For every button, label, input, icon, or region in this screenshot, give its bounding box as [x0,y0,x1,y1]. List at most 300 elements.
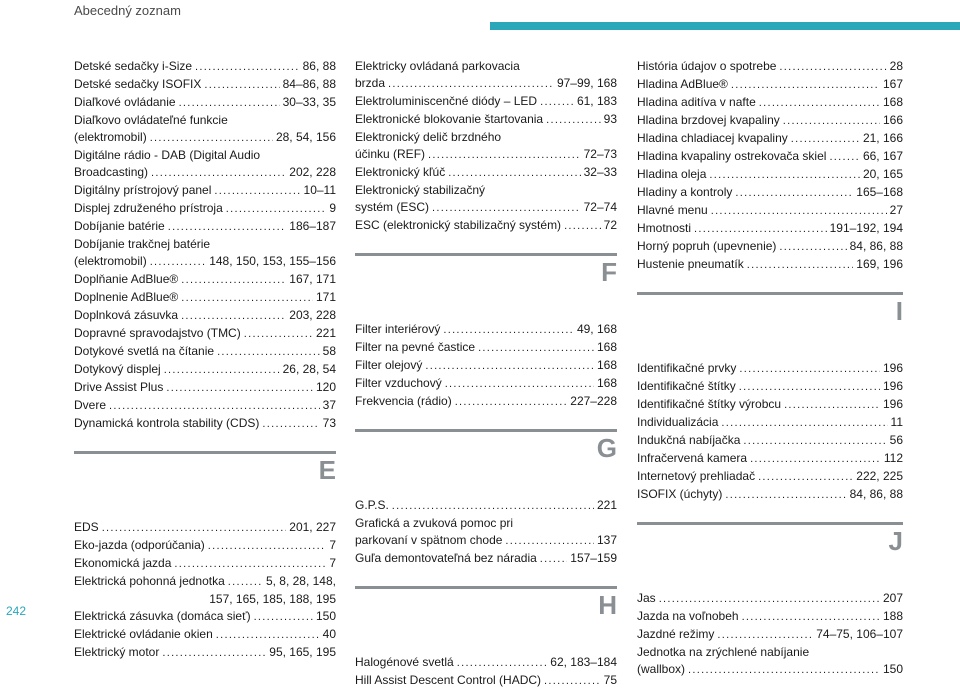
index-entry-line [355,93,617,111]
index-entry-term: Broadcasting) [74,165,149,179]
index-entry-pages: 188 [882,609,903,623]
index-entry-line [637,76,903,94]
index-entry [74,76,336,94]
index-entry-line [637,486,903,504]
dot-leader [758,469,853,486]
index-entry-term: Elektrické ovládanie okien [74,627,213,641]
index-entry [355,393,617,411]
dot-leader [779,59,886,76]
index-entry-line [74,555,336,573]
dot-leader [505,533,594,550]
index-entry [355,58,617,93]
index-entry-line [74,397,336,415]
index-entry-pages: 72–74 [583,200,617,214]
index-entry-pages: 72–73 [583,147,617,161]
index-entry-pages: 227–228 [570,394,617,408]
index-entry-pages: 95, 165, 195 [269,645,336,659]
index-entry-pages: 166 [882,113,903,127]
index-entry-pages: 7 [329,538,336,552]
index-entry-term: brzda [355,76,386,90]
dot-leader [228,574,263,591]
index-entry-line [637,468,903,486]
dot-leader [546,112,601,129]
section-rule [74,451,336,454]
index-entry [74,626,336,644]
section-letter: J [888,526,903,556]
index-entry-pages: 61, 183 [576,94,617,108]
dot-leader [688,662,880,679]
index-entry-pages: 20, 165 [862,167,903,181]
section-letter: E [318,455,336,485]
dot-leader [432,200,581,217]
index-entry-line [637,396,903,414]
index-entry-term: Eko-jazda (odporúčania) [74,538,205,552]
index-entry-term: (elektromobil) [74,254,147,268]
index-entry [74,397,336,415]
index-entry [355,182,617,217]
index-entry-line [74,361,336,379]
index-entry [74,236,336,271]
index-entry-term: Elektrická zásuvka (domáca sieť) [74,609,251,623]
index-entry-pages: 37 [322,398,336,412]
index-entry-line [637,626,903,644]
index-entry-pages: 157–159 [570,551,617,565]
index-entry-line [74,626,336,644]
index-entry [74,555,336,573]
index-entry [637,626,903,644]
index-entry-line [355,164,617,182]
index-entry-term: Hustenie pneumatík [637,257,744,271]
dot-leader [735,185,853,202]
index-entry-pages: 27 [889,203,903,217]
index-entry-term: Digitálny prístrojový panel [74,183,212,197]
header-accent-bar [490,22,960,30]
index-entry [355,129,617,164]
index-entry-line [74,289,336,307]
index-column-3 [637,58,903,679]
section-header [355,253,617,313]
index-entry-pages: 28 [889,59,903,73]
dot-leader [747,257,854,274]
index-entry-pages: 62, 183–184 [550,655,617,669]
index-entry-pages: 97–99, 168 [556,76,617,90]
index-entry-pages: 93 [603,112,617,126]
index-entry [637,432,903,450]
index-entry [355,357,617,375]
index-entry-term: Hladina kvapaliny ostrekovača skiel [637,149,827,163]
index-entry-line [74,58,336,76]
dot-leader [743,433,886,450]
index-entry-term: Grafická a zvuková pomoc pri [355,516,514,530]
dot-leader [181,290,313,307]
index-entry-pages: 221 [315,326,336,340]
index-entry-line [637,130,903,148]
index-entry-term: Ekonomická jazda [74,556,172,570]
dot-leader [742,609,880,626]
index-entry-line [355,111,617,129]
index-entry-pages: 28, 54, 156 [275,130,336,144]
dot-leader [425,358,594,375]
section-rule [355,586,617,589]
index-entry-line [355,393,617,411]
index-entry-term: Halogénové svetlá [355,655,454,669]
index-entry-pages: 84, 86, 88 [849,487,903,501]
index-entry [74,200,336,218]
index-entry [74,271,336,289]
index-entry [74,608,336,626]
dot-leader [544,673,601,690]
index-entry-pages: 49, 168 [576,322,617,336]
index-entry-term: Dopravné spravodajstvo (TMC) [74,326,241,340]
dot-leader [388,76,554,93]
index-entry [74,379,336,397]
index-entry-term: Individualizácia [637,415,719,429]
index-entry-term: G.P.S. [355,498,389,512]
dot-leader [659,591,880,608]
index-entry-line [637,220,903,238]
dot-leader [540,551,567,568]
section-rule [355,253,617,256]
dot-leader [150,254,207,271]
index-entry-term: Hladiny a kontroly [637,185,733,199]
index-entry-line [74,307,336,325]
dot-leader [709,167,860,184]
index-entry-term: Doplnenie AdBlue® [74,290,179,304]
index-entry-term: Infračervená kamera [637,451,748,465]
dot-leader [254,609,313,626]
index-entry-term: Diaľkové ovládanie [74,95,176,109]
index-entry [74,307,336,325]
dot-leader [174,556,326,573]
index-entry-line [355,672,617,690]
header-title: Abecedný zoznam [74,3,181,18]
index-entry-pages: 196 [882,397,903,411]
index-entry-line [74,182,336,200]
index-entry-line [637,414,903,432]
index-entry-pages: 168 [596,358,617,372]
index-entry-term: Hill Assist Descent Control (HADC) [355,673,542,687]
index-entry-line [355,321,617,339]
index-column-2 [355,58,617,690]
index-entry-line [355,217,617,235]
index-entry-term: Frekvencia (rádio) [355,394,452,408]
index-entry-term: Jas [637,591,656,605]
dot-leader [750,451,881,468]
index-entry [355,375,617,393]
index-entry-term: (wallbox) [637,662,686,676]
index-entry-term: Guľa demontovateľná bez náradia [355,551,537,565]
index-entry-line [355,654,617,672]
index-entry-term: Dynamická kontrola stability (CDS) [74,416,260,430]
index-entry [74,519,336,537]
dot-leader [443,322,574,339]
dot-leader [181,272,286,289]
index-entry-line [74,164,336,182]
index-entry-term: Filter na pevné častice [355,340,476,354]
dot-leader [262,416,319,433]
index-entry-term: Digitálne rádio - DAB (Digital Audio [74,148,261,162]
index-entry-term: Displej združeného prístroja [74,201,223,215]
index-entry-line [355,75,617,93]
index-entry-line [637,94,903,112]
index-entry-line [637,590,903,608]
index-entry-line [637,148,903,166]
dot-leader [791,131,860,148]
dot-leader [739,361,880,378]
index-entry-pages: 196 [882,379,903,393]
index-entry-pages: 203, 228 [289,308,336,322]
index-entry-term: Jazdné režimy [637,627,715,641]
index-entry [355,111,617,129]
index-column-1 [74,58,336,662]
index-entry-pages: 148, 150, 153, 155–156 [209,254,336,268]
dot-leader [759,95,880,112]
index-entry-term: EDS [74,520,99,534]
index-entry-term: Hladina aditíva v nafte [637,95,756,109]
index-entry-pages: 168 [596,340,617,354]
index-entry [355,672,617,690]
dot-leader [195,59,300,76]
dot-leader [181,308,286,325]
index-entry-term: Drive Assist Plus [74,380,164,394]
index-entry-term: Identifikačné štítky [637,379,736,393]
dot-leader [784,397,880,414]
index-entry-term: Indukčná nabíjačka [637,433,741,447]
index-entry [74,182,336,200]
index-entry-line [637,378,903,396]
index-entry [355,515,617,550]
dot-leader [244,326,313,343]
index-entry [355,321,617,339]
index-entry-line [637,450,903,468]
dot-leader [457,655,548,672]
dot-leader [217,344,320,361]
index-entry [355,550,617,568]
index-entry [74,58,336,76]
dot-leader [214,183,300,200]
index-entry-pages: 73 [322,416,336,430]
index-entry-pages: 167, 171 [289,272,336,286]
index-entry-line [637,608,903,626]
section-letter: I [895,296,903,326]
index-entry-line [74,644,336,662]
index-entry-pages: 137 [596,533,617,547]
dot-leader [109,398,320,415]
index-entry-line [74,94,336,112]
index-entry-line [355,375,617,393]
index-entry-term: Elektrický motor [74,645,160,659]
index-entry-pages: 168 [882,95,903,109]
index-entry [74,361,336,379]
index-entry-term: Doplňanie AdBlue® [74,272,179,286]
index-entry-line [74,76,336,94]
index-entry [637,468,903,486]
index-entry-line [74,325,336,343]
index-entry-term: parkovaní v spätnom chode [355,533,503,547]
index-entry-line [74,415,336,433]
index-entry-term: Filter vzduchový [355,376,442,390]
index-entry [74,537,336,555]
index-entry-pages: 168 [596,376,617,390]
index-entry-pages: 169, 196 [856,257,903,271]
dot-leader [725,487,846,504]
index-entry-pages: 11 [890,415,903,429]
index-entry [637,202,903,220]
index-entry-pages: 40 [322,627,336,641]
index-entry [355,93,617,111]
index-entry-pages: 21, 166 [862,131,903,145]
index-entry-line [74,129,336,147]
index-entry-pages: 72 [603,218,617,232]
section-rule [637,522,903,525]
dot-leader [731,77,880,94]
index-entry [74,343,336,361]
index-entry-line [74,608,336,626]
index-entry [637,184,903,202]
index-entry-line [355,199,617,217]
index-entry-pages: 7 [329,556,336,570]
index-entry [355,339,617,357]
index-entry-line [74,573,336,591]
dot-leader [783,113,880,130]
index-entry-pages: 120 [315,380,336,394]
index-entry-term: Doplnková zásuvka [74,308,179,322]
index-entry-line [637,238,903,256]
dot-leader [717,627,813,644]
index-entry-pages: 56 [889,433,903,447]
dot-leader [445,376,594,393]
index-entry-term: Hladina brzdovej kvapaliny [637,113,780,127]
index-entry-term: Dvere [74,398,107,412]
dot-leader [151,165,286,182]
dot-leader [428,147,581,164]
section-header [355,586,617,646]
index-entry-term: systém (ESC) [355,200,430,214]
index-entry-line [74,271,336,289]
index-entry-line [355,550,617,568]
index-entry [355,654,617,672]
index-entry [637,396,903,414]
index-entry-line [74,519,336,537]
index-entry [637,94,903,112]
index-entry-pages: 66, 167 [862,149,903,163]
dot-leader [540,94,574,111]
index-entry-pages: 5, 8, 28, 148, [265,574,336,588]
index-entry-line [74,379,336,397]
dot-leader [168,219,287,236]
index-entry-term: Elektronický delič brzdného [355,130,502,144]
index-entry-term: Jednotka na zrýchlené nabíjanie [637,645,810,659]
index-entry [74,415,336,433]
index-entry-term: Hladina chladiacej kvapaliny [637,131,788,145]
index-entry [74,325,336,343]
index-entry [74,218,336,236]
index-entry [637,450,903,468]
index-entry-pages: 167 [882,77,903,91]
index-entry-pages: 10–11 [303,183,336,197]
dot-leader [164,362,280,379]
index-entry [74,644,336,662]
section-letter: H [598,590,617,620]
section-rule [637,292,903,295]
index-entry-pages: 207 [882,591,903,605]
index-entry-line [637,360,903,378]
index-entry-term: Hlavné menu [637,203,708,217]
index-entry [637,220,903,238]
index-entry-term: Dotykový displej [74,362,161,376]
dot-leader [166,380,313,397]
index-entry-term: Elektricky ovládaná parkovacia [355,59,520,73]
index-entry-pages: 32–33 [583,165,617,179]
index-entry-term: Elektroluminiscenčné diódy – LED [355,94,538,108]
index-entry-pages: 86, 88 [302,59,336,73]
dot-leader [721,415,887,432]
page-number: 242 [6,604,27,618]
index-entry-line [637,112,903,130]
dot-leader [226,201,327,218]
index-entry [74,112,336,147]
index-entry-pages: 30–33, 35 [282,95,336,109]
index-entry [355,164,617,182]
index-entry [637,166,903,184]
section-rule [355,429,617,432]
index-entry-line [74,537,336,555]
index-entry-term: Detské sedačky i-Size [74,59,193,73]
index-entry-term: História údajov o spotrebe [637,59,777,73]
index-entry-term: Elektrická pohonná jednotka [74,574,225,588]
index-entry-pages: 222, 225 [856,469,903,483]
index-entry [637,130,903,148]
dot-leader [179,95,280,112]
index-entry-pages: 9 [329,201,336,215]
index-entry [637,76,903,94]
index-entry-pages: 84–86, 88 [282,77,336,91]
section-header [637,292,903,352]
index-entry [637,378,903,396]
section-header [74,451,336,511]
index-entry-term: Internetový prehliadač [637,469,756,483]
index-entry-term: Identifikačné prvky [637,361,737,375]
index-entry-line [355,532,617,550]
dot-leader [829,149,860,166]
index-entry-pages: 171 [315,290,336,304]
index-entry-pages: 150 [882,662,903,676]
index-entry-line [637,432,903,450]
index-entry-pages: 84, 86, 88 [849,239,903,253]
index-entry-term: ISOFIX (úchyty) [637,487,723,501]
index-entry [637,414,903,432]
index-entry-term: Elektronický stabilizačný [355,183,486,197]
index-entry-line [355,146,617,164]
section-header [637,522,903,582]
index-entry [637,256,903,274]
index-entry-pages: 74–75, 106–107 [816,627,903,641]
index-entry-pages: 191–192, 194 [829,221,903,235]
index-entry-line [355,497,617,515]
index-entry [637,608,903,626]
section-header [355,429,617,489]
index-entry-term: Dotykové svetlá na čítanie [74,344,215,358]
index-entry-line [637,166,903,184]
index-entry [637,644,903,679]
index-entry [637,590,903,608]
index-entry-pages: 201, 227 [289,520,336,534]
index-entry-line [637,184,903,202]
dot-leader [150,130,273,147]
index-entry-line [637,661,903,679]
index-entry-pages: 196 [882,361,903,375]
dot-leader [102,520,287,537]
